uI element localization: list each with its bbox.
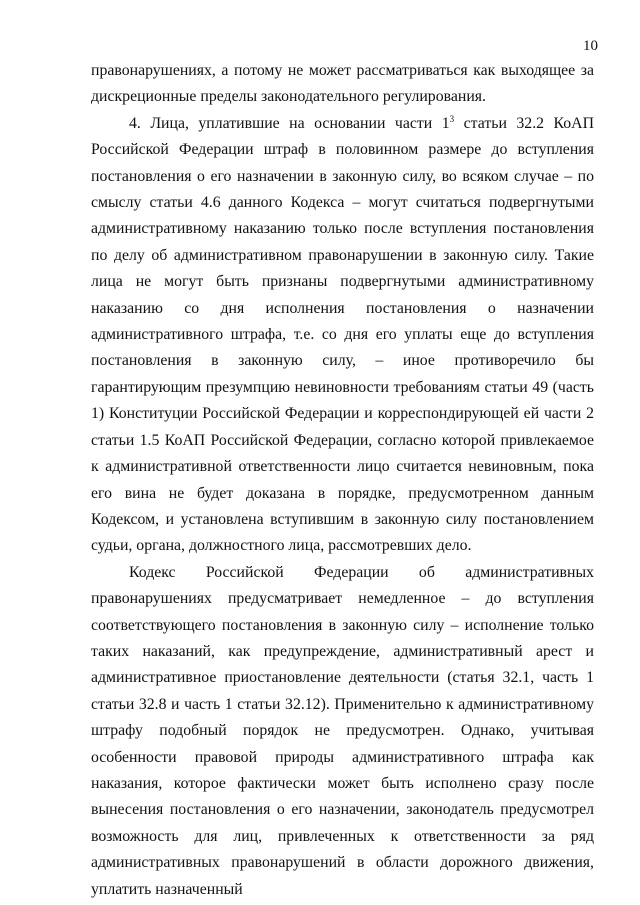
document-body — [91, 58, 594, 903]
page-number: 10 — [583, 38, 598, 54]
paragraph-4-text-rest: статьи 32.2 КоАП Российской Федерации штраф в половинном размере до вступления постановления о его назначении в законную силу, во всяком случае – по смыслу статьи 4.6 данного Кодекса – могут считаться подвергнутыми административному наказанию только после вступления постановления по делу об административном правонарушении в законную силу. Такие лица не могут быть признаны подвергнутыми административному наказанию со дня исполнения постановления о назначении административного штрафа, т.е. со дня его уплаты еще до вступления постановления в законную силу, – иное противоречило бы гарантирующим презумпцию невиновности требованиям статьи 49 (часть 1) Конституции Российской Федерации и корреспондирующей ей части 2 статьи 1.5 КоАП Российской Федерации, согласно которой привлекаемое к административной ответственности лицо считается невиновным, пока его вина не будет доказана в порядке, предусмотренном данным Кодексом, и установлена вступившим в законную силу постановлением судьи, органа, должностного лица, рассмотревших дело. — [91, 114, 594, 555]
paragraph-code: Кодекс Российской Федерации об административных правонарушениях предусматривает немедленное – до вступления соответствующего постановления в законную силу – исполнение только таких наказаний, как предупреждение, административный арест и административное приостановление деятельности (статья 32.1, часть 1 статьи 32.8 и часть 1 статьи 32.12). Применительно к административному штрафу подобный порядок не предусмотрен. Однако, учитывая особенности правовой природы административного штрафа как наказания, которое фактически может быть исполнено сразу после вынесения постановления о его назначении, законодатель предусмотрел возможность для лиц, привлеченных к ответственности за ряд административных правонарушений в области дорожного движения, уплатить назначенный — [91, 563, 594, 898]
paragraph-4 — [91, 111, 594, 560]
superscript-index: 3 — [449, 113, 455, 124]
paragraph-continuation: правонарушениях, а потому не может рассматриваться как выходящее за дискреционные пределы законодательного регулирования. — [91, 62, 594, 106]
paragraph-4-text-start: 4. Лица, уплатившие на основании части 1 — [129, 114, 450, 132]
